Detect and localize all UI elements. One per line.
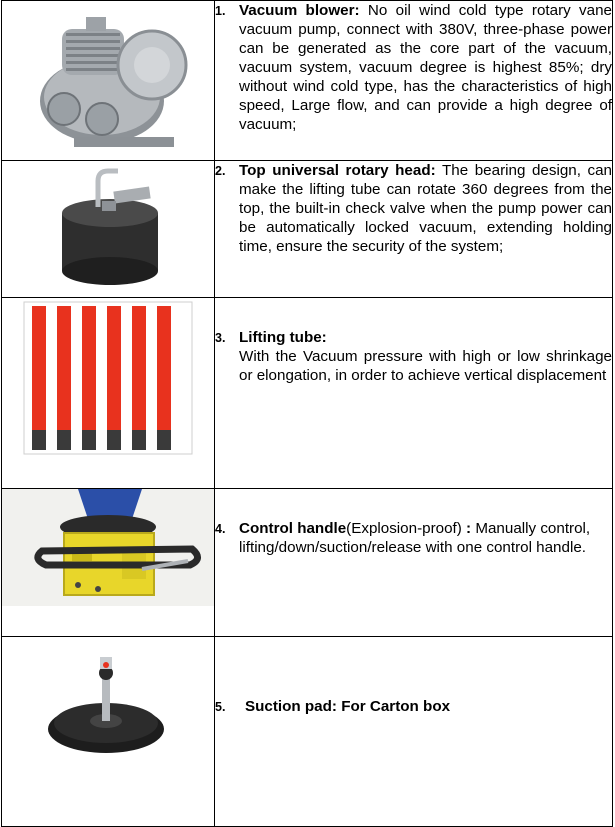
table-row bbox=[2, 298, 613, 489]
list-item bbox=[215, 697, 612, 717]
image-cell bbox=[2, 298, 215, 489]
item-title: Top universal rotary head: bbox=[239, 162, 436, 179]
item-description: Manually control, lifting/down/suction/release with one control handle. bbox=[239, 520, 591, 556]
item-title-suffix: (Explosion-proof) bbox=[346, 520, 462, 537]
item-number: 1. bbox=[215, 4, 226, 18]
image-cell bbox=[2, 489, 215, 637]
description-cell bbox=[215, 637, 613, 827]
list-item bbox=[215, 1, 612, 134]
item-description: No oil wind cold type rotary vane vacuum pump, connect with 380V, three-phase power can be generated as the core part of the vacuum, vacuum system, vacuum degree is highest 85%; dry without wind cold type, has the characteristics of high speed, Large flow, and can provide a high degree of vacuum; bbox=[239, 2, 612, 133]
vacuum-blower-image bbox=[2, 1, 214, 160]
image-cell bbox=[2, 161, 215, 298]
item-title: Suction pad: bbox=[245, 698, 337, 715]
list-item bbox=[215, 519, 612, 557]
list-item bbox=[215, 161, 612, 256]
lifting-tube-image bbox=[2, 298, 214, 458]
item-number: 3. bbox=[215, 331, 226, 345]
component-spec-table bbox=[1, 0, 613, 827]
item-number: 5. bbox=[215, 700, 226, 714]
control-handle-image bbox=[2, 489, 214, 606]
description-cell bbox=[215, 1, 613, 161]
table-row bbox=[2, 489, 613, 637]
item-title: Control handle bbox=[239, 520, 347, 537]
description-cell bbox=[215, 161, 613, 298]
item-title: Lifting tube: bbox=[239, 329, 327, 346]
item-number: 2. bbox=[215, 164, 226, 178]
table-row bbox=[2, 161, 613, 298]
list-item bbox=[215, 328, 612, 385]
item-description: The bearing design, can make the lifting tube can rotate 360 degrees from the top, the built-in check valve when the pump power can be automatically locked vacuum, extending holding time, ensure the security of the system; bbox=[239, 162, 612, 255]
rotary-head-image bbox=[2, 161, 214, 297]
item-title: Vacuum blower: bbox=[239, 2, 360, 19]
item-description: With the Vacuum pressure with high or low shrinkage or elongation, in order to achieve vertical displacement bbox=[239, 348, 612, 384]
description-cell bbox=[215, 489, 613, 637]
table-row bbox=[2, 1, 613, 161]
table-row bbox=[2, 637, 613, 827]
item-description: For Carton box bbox=[341, 698, 451, 715]
item-number: 4. bbox=[215, 522, 226, 536]
item-title-colon: : bbox=[461, 520, 472, 537]
suction-pad-image bbox=[2, 637, 214, 766]
image-cell bbox=[2, 637, 215, 827]
description-cell bbox=[215, 298, 613, 489]
image-cell bbox=[2, 1, 215, 161]
